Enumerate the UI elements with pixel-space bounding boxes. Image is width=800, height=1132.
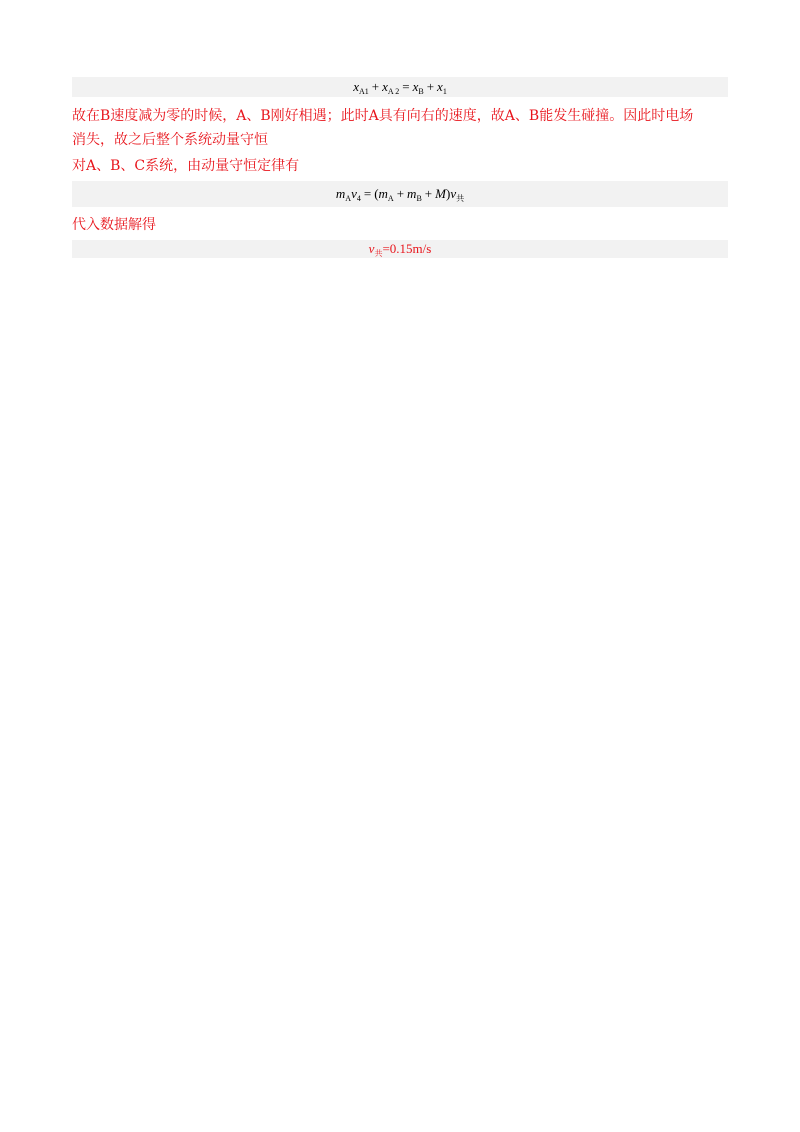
paragraph1-line2: 消失，故之后整个系统动量守恒 (72, 132, 268, 148)
paragraph1-line1: 故在B速度减为零的时候，A、B刚好相遇；此时A具有向右的速度，故A、B能发生碰撞。因此时电场 (72, 108, 694, 124)
equation-result (72, 240, 728, 258)
paragraph3-line1: 代入数据解得 (72, 217, 156, 233)
equation-momentum: $m_Av_4 = (m_A + m_B + M)v_共$ (72, 181, 728, 207)
paragraph2-line1: 对A、B、C系统，由动量守恒定律有 (72, 158, 300, 174)
eq1-xa1: $x_{A1}$ (353, 79, 369, 96)
result-value: $v_共=0.15m/s$ (368, 241, 432, 258)
equation-displacement: $x_{A1} + x_{A 2} = x_B + x_1$ (72, 77, 728, 97)
eq1-x1: $x_1$ (437, 79, 447, 96)
eq1-xb: $x_B$ (412, 79, 424, 96)
momentum-statement (72, 154, 728, 178)
substitution-statement (72, 213, 728, 237)
explanation-paragraph (72, 104, 728, 152)
eq1-xa2: $x_{A 2}$ (382, 79, 400, 96)
